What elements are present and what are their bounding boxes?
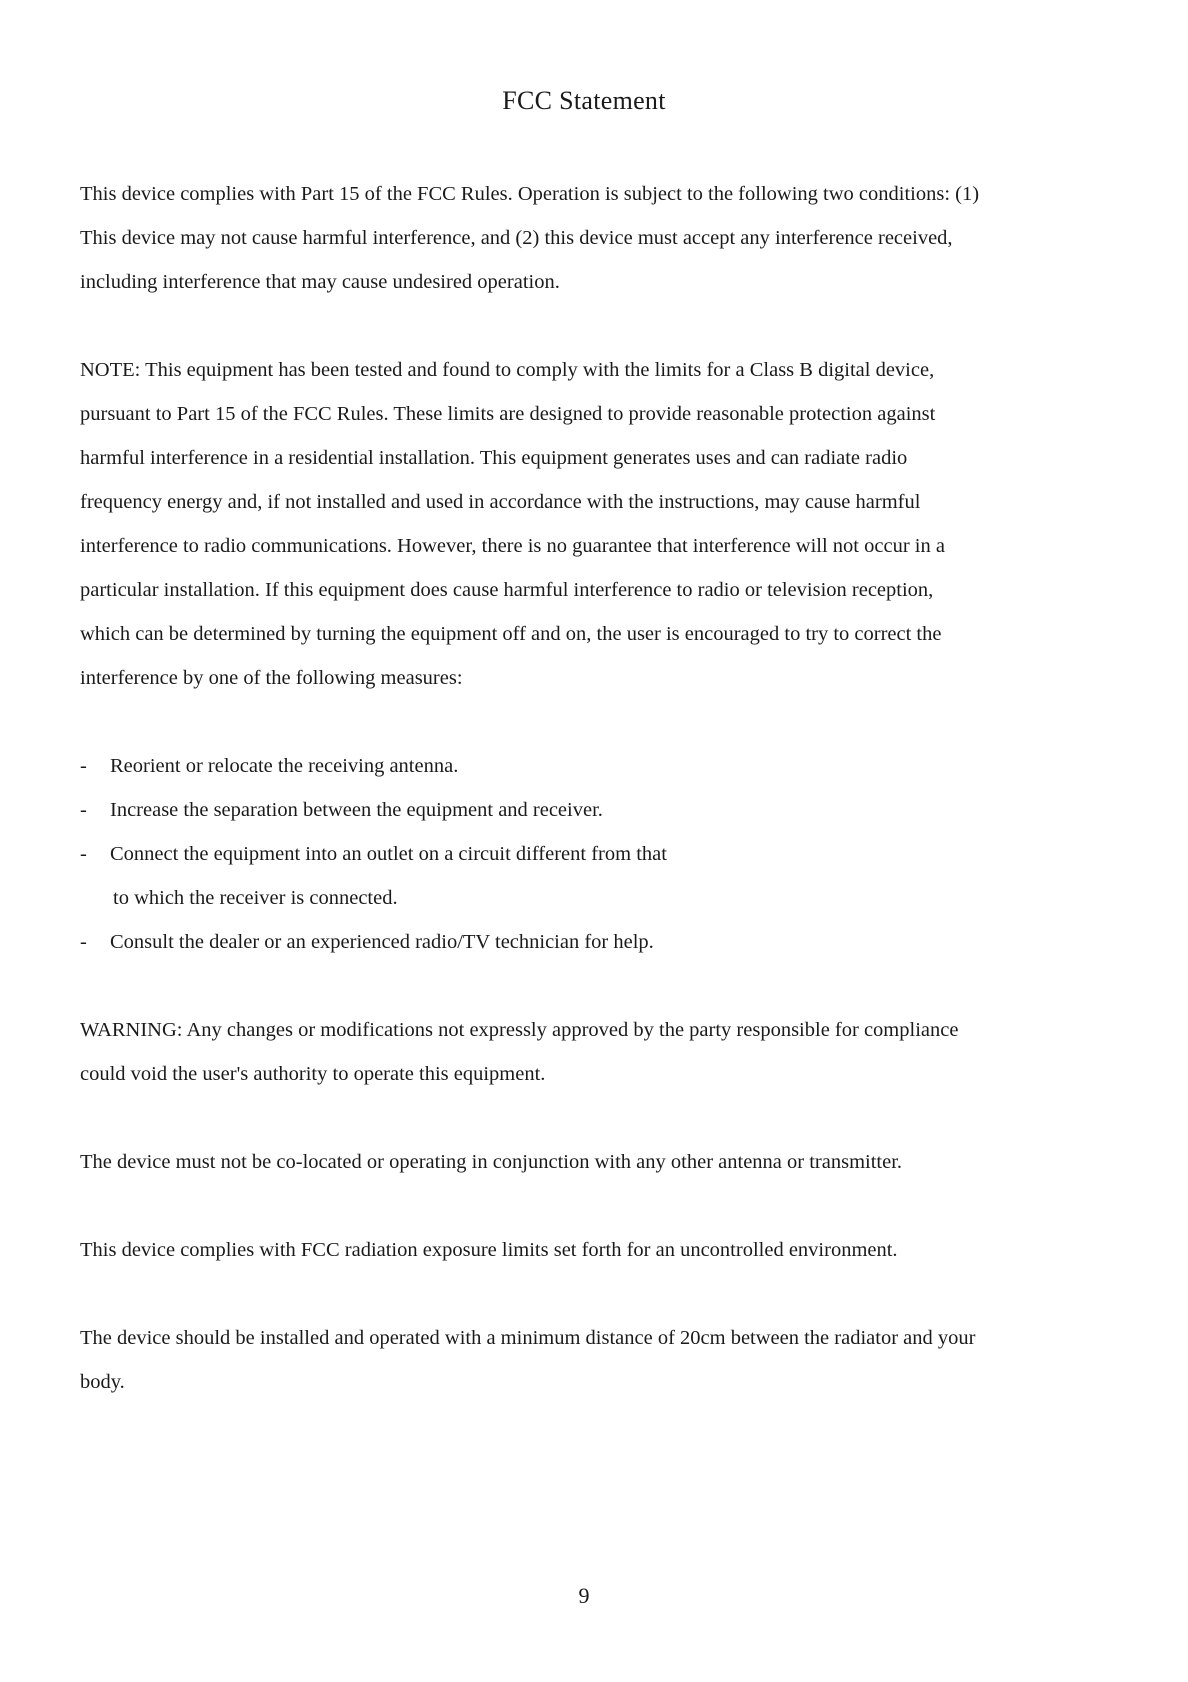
list-item — [80, 920, 1120, 964]
paragraph-line: including interference that may cause undesired operation. — [80, 271, 560, 293]
paragraph-line: The device should be installed and operated with a minimum distance of 20cm between the radiator and your — [80, 1327, 976, 1349]
list-item-text: Reorient or relocate the receiving antenna. — [110, 755, 459, 777]
measures-list — [80, 744, 1120, 964]
compliance-paragraph — [80, 172, 1120, 304]
list-item — [80, 744, 1120, 788]
paragraph-line: pursuant to Part 15 of the FCC Rules. These limits are designed to provide reasonable protection against — [80, 403, 936, 425]
page-number: 9 — [578, 1583, 590, 1608]
note-paragraph — [80, 348, 1120, 700]
paragraph-line: NOTE: This equipment has been tested and found to comply with the limits for a Class B digital device, — [80, 359, 935, 381]
list-item-continuation: to which the receiver is connected. — [113, 887, 398, 909]
page-title: FCC Statement — [502, 86, 666, 115]
paragraph-line: The device must not be co-located or operating in conjunction with any other antenna or transmitter. — [80, 1151, 903, 1173]
list-item — [80, 788, 1120, 832]
bullet-marker: - — [80, 755, 87, 777]
list-item — [80, 832, 1120, 876]
paragraph-line: This device complies with FCC radiation exposure limits set forth for an uncontrolled environment. — [80, 1239, 898, 1261]
document-body — [80, 172, 1120, 1448]
list-item-text: Consult the dealer or an experienced radio/TV technician for help. — [110, 931, 654, 953]
distance-paragraph — [80, 1316, 1120, 1404]
paragraph-line: interference to radio communications. However, there is no guarantee that interference will not occur in a — [80, 535, 945, 557]
paragraph-line: could void the user's authority to operate this equipment. — [80, 1063, 546, 1085]
bullet-marker: - — [80, 931, 87, 953]
colocation-paragraph — [80, 1140, 1120, 1184]
bullet-marker: - — [80, 799, 87, 821]
paragraph-line: particular installation. If this equipment does cause harmful interference to radio or television reception, — [80, 579, 934, 601]
paragraph-line: WARNING: Any changes or modifications not expressly approved by the party responsible for compliance — [80, 1019, 959, 1041]
radiation-paragraph — [80, 1228, 1120, 1272]
paragraph-line: This device complies with Part 15 of the FCC Rules. Operation is subject to the following two conditions: (1) — [80, 183, 980, 205]
warning-paragraph — [80, 1008, 1120, 1096]
paragraph-line: interference by one of the following measures: — [80, 667, 463, 689]
paragraph-line: harmful interference in a residential installation. This equipment generates uses and can radiate radio — [80, 447, 908, 469]
list-item-text: Increase the separation between the equipment and receiver. — [110, 799, 603, 821]
list-item-text: Connect the equipment into an outlet on a circuit different from that — [110, 843, 667, 865]
bullet-marker: - — [80, 843, 87, 865]
paragraph-line: frequency energy and, if not installed and used in accordance with the instructions, may cause harmful — [80, 491, 921, 513]
paragraph-line: which can be determined by turning the equipment off and on, the user is encouraged to try to correct the — [80, 623, 942, 645]
paragraph-line: body. — [80, 1371, 125, 1393]
paragraph-line: This device may not cause harmful interference, and (2) this device must accept any interference received, — [80, 227, 953, 249]
